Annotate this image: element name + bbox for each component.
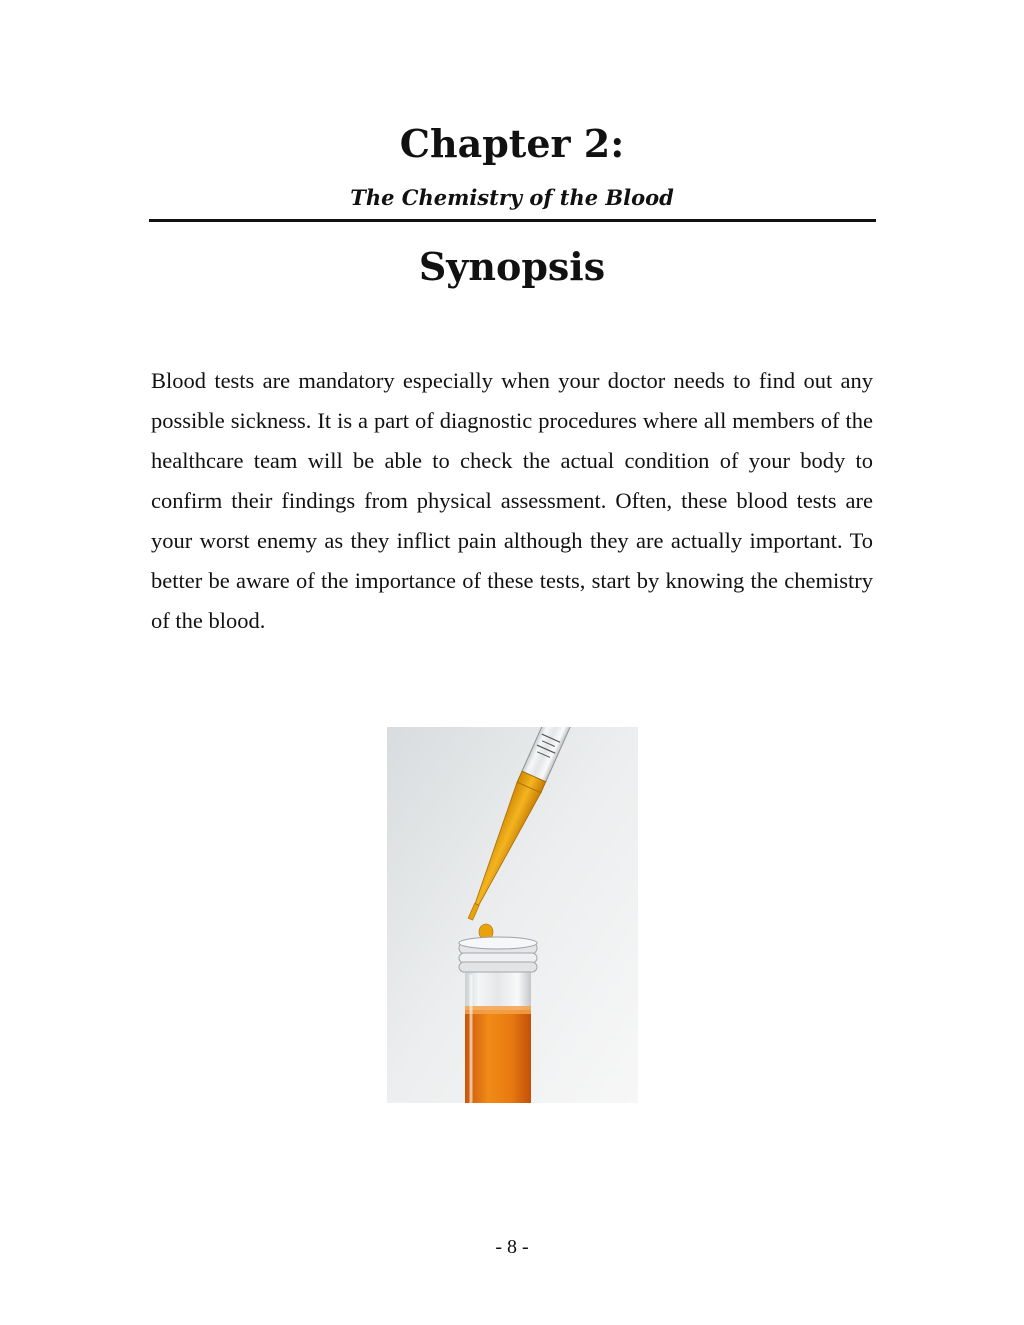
synopsis-paragraph: Blood tests are mandatory especially when your doctor needs to find out any possible sickness. It is a part of diagnostic procedures where all members of the healthcare team will be able to check the actual condition of your body to confirm their findings from physical assessment. Often, these blood tests are your worst enemy as they inflict pain although they are actually important. To better be aware of the importance of these tests, start by knowing the chemistry of the blood. [151, 368, 873, 633]
chapter-title: Chapter 2: [399, 121, 625, 166]
pipette-and-test-tube-photo [387, 727, 638, 1103]
page-number: - 8 - [495, 1236, 529, 1258]
chapter-divider [149, 219, 876, 222]
pipette-and-test-tube-icon [387, 727, 638, 1103]
section-heading: Synopsis [418, 244, 606, 289]
chapter-subtitle: The Chemistry of the Blood [350, 185, 674, 210]
